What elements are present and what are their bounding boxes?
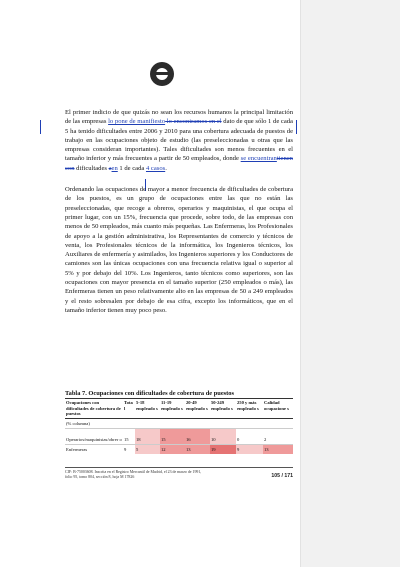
company-logo-icon <box>150 62 174 86</box>
table-cell <box>236 418 263 428</box>
table-cell: 12 <box>160 444 185 454</box>
table-cell: 13 <box>185 444 210 454</box>
table-row <box>65 428 293 444</box>
table-header-row <box>65 399 293 419</box>
col-header-50-249: 50-249 empleado s <box>210 399 236 419</box>
table-cell <box>123 418 135 428</box>
col-header-20-49: 20-49 empleado s <box>185 399 210 419</box>
p1-insert-b: lo pone de manifiesto <box>108 118 166 126</box>
table-row <box>65 444 293 454</box>
table-cell: 5 <box>135 444 160 454</box>
change-bar-left <box>40 120 41 134</box>
page-footer <box>65 470 293 480</box>
p1-text-j: dificultades <box>74 164 109 172</box>
p1-delete-i: con <box>65 164 75 172</box>
table-cell: 16 <box>185 428 210 444</box>
p1-insert-l: en <box>111 164 118 172</box>
table-cell: 2 <box>264 437 267 443</box>
p1-delete-c: lo <box>165 118 172 126</box>
table-cell <box>263 418 293 428</box>
table-cell <box>210 418 236 428</box>
col-header-total: Tota l <box>123 399 135 419</box>
p1-text-e: dato de que sólo 1 de cada 5 ha tenido dificultades entre 2006 y 2010 para una cobertura adecuada de puestos de trabajo en las ocupaciones objeto de estudio (las preseleccionadas u otras que las empresas consideran importantes). Tales dificultades son menos frecuentes en el tamaño inferior y más frecuentes a partir de 50 empleados, donde <box>65 118 293 163</box>
p1-insert-n: 4 casos <box>145 164 166 172</box>
table-cell: 19 <box>210 444 236 454</box>
side-panel <box>300 0 400 567</box>
footer-divider <box>65 467 293 468</box>
p1-text-a: El primer indicio de que quizás no sean los recursos humanos la principal limitación de las empresas <box>65 109 293 126</box>
table-cell: 15 <box>160 428 185 444</box>
col-header-5-18: 5-18 empleado s <box>135 399 160 419</box>
p1-delete-g: tienen <box>276 155 293 163</box>
table-title: Tabla 7. Ocupaciones con dificultades de cobertura de puestos <box>65 390 234 397</box>
col-header-quality: Calidad ocupacione s <box>263 399 293 419</box>
footer-legal-text: CIF: B-75003608. Inscrita en el Registro Mercantil de Madrid, el 23 de marzo de 1991, folio 95, tomo 804, sección 8, hoja M 17826 <box>65 470 202 479</box>
row-label: Enfermeras <box>66 447 88 453</box>
p1-delete-k: a <box>108 164 112 172</box>
p1-delete-d: encontramos en el <box>171 118 222 126</box>
row-label: Operarios/maquinistas/obrer o <box>66 437 122 443</box>
table-cell <box>160 418 185 428</box>
p1-insert-f: se encuentran <box>240 155 277 163</box>
table-cell: 15 <box>124 437 129 443</box>
paragraph-1 <box>65 108 293 173</box>
table-cell: 13 <box>263 444 293 454</box>
table-cell: 0 <box>237 437 240 443</box>
table-cell: 10 <box>210 428 236 444</box>
table-cell: 9 <box>236 444 263 454</box>
table-cell <box>185 418 210 428</box>
table-cell <box>135 418 160 428</box>
logo-bar <box>154 72 170 75</box>
table-cell: 9 <box>124 447 127 453</box>
col-header-250-plus: 250 y más empleado s <box>236 399 263 419</box>
occupations-table <box>65 398 293 454</box>
paragraph-2: Ordenando las ocupaciones de mayor a menor frecuencia de dificultades de cobertura de los puestos, es un grupo de ocupaciones entre las que no están las preseleccionadas, que recoge a obreros, operarios y maquinistas, el que ocupa el primer lugar, con un 15%, frecuencia que procede, sobre todo, de las empresas con menos de 50 empleados, más cuanto más pequeñas. Las Enfermeras, los Profesionales de apoyo a la gestión administrativa, los Representantes de comercio y técnicos de venta, los Profesionales técnicos de la informática, los Ingenieros técnicos, los Auxiliares de enfermería y asimilados, los Ingenieros superiores y los Conductores de camiones son las únicas ocupaciones con una frecuencia relativa igual o superior al 5% y por debajo del 10%. Los Ingenieros, tanto técnicos como superiores, son las ocupaciones con mayor presencia en el tamaño superior (250 empleados o más), las Enfermeras tienen un peso relativamente alto en las empresas de 50 a 249 empleados y el resto sobresalen por debajo de esa cifra, excepto los informáticos, que en el tamaño inferior tienen muy poco peso. <box>65 186 293 314</box>
table-row <box>65 418 293 428</box>
change-bar-right <box>296 120 297 134</box>
row-label: (% columna) <box>66 421 90 427</box>
p1-text-m: 1 de cada <box>117 164 146 172</box>
document-body <box>65 108 293 315</box>
table-cell: 18 <box>135 428 160 444</box>
col-header-11-19: 11-19 empleado s <box>160 399 185 419</box>
page-number: 105 / 171 <box>271 473 293 479</box>
col-header-occupation: Ocupaciones con dificultades de cobertura de puestos <box>65 399 123 419</box>
p1-text-o: . <box>165 164 167 172</box>
